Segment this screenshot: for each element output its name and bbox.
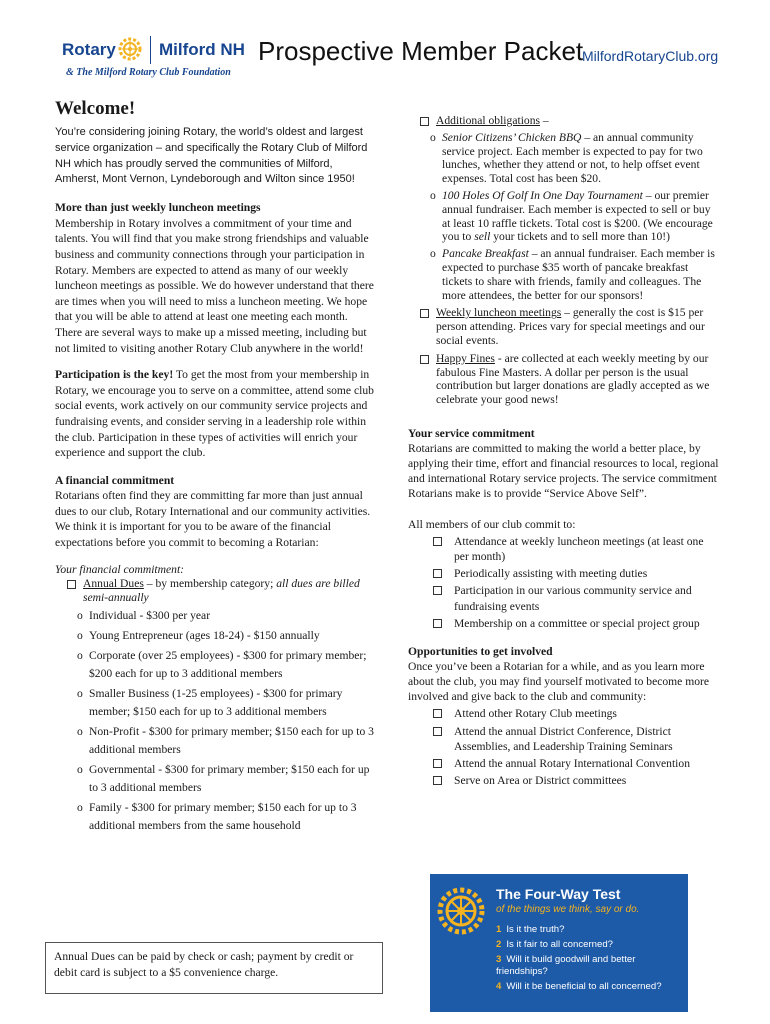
four-way-test-text: Will it build goodwill and better friendships? — [496, 954, 636, 977]
obligation-item — [408, 247, 720, 302]
annual-dues-note: all dues are billed semi-annually — [83, 577, 360, 605]
intro-paragraph: You’re considering joining Rotary, the world’s oldest and largest service organization – and specifically the Rotary Club of Milford NH which has proudly served the communities of Milford, Amherst, Mont Vernon, Lyndeborough and Wilton since 1950! — [55, 126, 368, 186]
happy-fines-item — [408, 352, 720, 407]
opportunities-heading: Opportunities to get involved — [408, 644, 553, 658]
commit-item — [408, 534, 720, 564]
obligation-emphasis: sell — [474, 230, 491, 244]
commit-item-text: Attendance at weekly luncheon meetings (at least one per month) — [454, 534, 704, 563]
bullet-o-icon: o — [77, 629, 83, 643]
checkbox-icon — [433, 537, 442, 546]
dues-item — [55, 723, 375, 759]
obligations-suffix: – — [540, 114, 549, 127]
opportunities-paragraph: Once you’ve been a Rotarian for a while, and as you learn more about the club, you may find yourself motivated to become more involved and give back to the club and community: — [408, 659, 710, 704]
service-heading: Your service commitment — [408, 426, 535, 440]
right-column — [408, 114, 720, 788]
bullet-o-icon: o — [430, 247, 436, 261]
rotary-wheel-icon — [118, 37, 142, 61]
rotary-wheel-icon — [436, 886, 486, 936]
service-paragraph: Rotarians are committed to making the world a better place, by applying their time, effort and financial resources to local, regional and international Rotary service projects. The service commitment Rotarians make is to provide “Service Above Self”. — [408, 441, 719, 501]
opportunity-item-text: Attend the annual District Conference, District Assemblies, and Leadership Training Seminars — [454, 724, 673, 753]
checkbox-icon — [433, 776, 442, 785]
dues-item-text: Smaller Business (1-25 employees) - $300 for primary member; $150 each for up to 3 additional members — [89, 687, 343, 719]
bullet-o-icon: o — [77, 649, 83, 663]
dues-item — [55, 647, 375, 683]
checkbox-icon — [420, 355, 429, 364]
four-way-test-number: 3 — [496, 954, 502, 965]
logo-rotary-text: Rotary — [62, 40, 116, 59]
page-title: Prospective Member Packet — [258, 36, 584, 66]
weekly-luncheon-text: – generally the cost is $15 per person attending. Prices vary for special meetings and our social events. — [436, 306, 705, 347]
checkbox-icon — [433, 727, 442, 736]
page-header — [0, 0, 770, 96]
participation-lead: Participation is the key! — [55, 368, 174, 382]
dues-payment-note: Annual Dues can be paid by check or cash; payment by credit or debit card is subject to a $5 convenience charge. — [45, 942, 383, 994]
bullet-o-icon: o — [77, 609, 83, 623]
happy-fines-label: Happy Fines — [436, 351, 495, 365]
bullet-o-icon: o — [430, 188, 436, 202]
dues-item — [55, 627, 375, 645]
dues-item-text: Non-Profit - $300 for primary member; $150 each for up to 3 additional members — [89, 725, 374, 757]
dues-item-text: Family - $300 for primary member; $150 each for up to 3 additional members from the same household — [89, 801, 357, 833]
logo-divider — [150, 36, 151, 64]
commit-item-text: Periodically assisting with meeting duties — [454, 567, 648, 581]
dues-item-text: Corporate (over 25 employees) - $300 for primary member; $200 each for up to 3 additional members — [89, 649, 367, 681]
obligation-name: Senior Citizens’ Chicken BBQ — [442, 130, 582, 144]
obligation-name: Pancake Breakfast — [442, 247, 529, 261]
additional-obligations-item — [408, 114, 720, 128]
logo-club-name: Milford NH — [159, 40, 245, 59]
commit-item-text: Participation in our various community service and fundraising events — [454, 584, 692, 613]
annual-dues-item — [55, 577, 375, 605]
checkbox-icon — [433, 586, 442, 595]
participation-paragraph — [55, 367, 375, 461]
happy-fines-text: - are collected at each weekly meeting by our fabulous Fine Masters. A dollar per person is the usual contribution but larger donations are gladly accepted as we celebrate your good news! — [436, 351, 710, 407]
dues-item-text: Young Entrepreneur (ages 18-24) - $150 annually — [89, 629, 320, 643]
weekly-luncheon-label: Weekly luncheon meetings — [436, 306, 562, 320]
obligation-text: – our premier annual fundraiser. Each member is expected to sell or buy at least 10 raffle tickets. Total cost is $200. (We encourage you to — [442, 188, 713, 244]
four-way-test-item — [496, 981, 682, 993]
obligations-label: Additional obligations — [436, 114, 541, 127]
four-way-test-number: 1 — [496, 924, 502, 935]
obligation-text-2: your tickets and to sell more than 10!) — [490, 230, 670, 244]
participation-text: To get the most from your membership in Rotary, we encourage you to serve on a committee, attend some club social events, work actively on our community service projects and fundraising events, and consider serving in a leadership role within the club. Participation in these types of activities will enrich your experience and support the club. — [55, 368, 374, 460]
four-way-test-item — [496, 939, 682, 951]
dues-item — [55, 761, 375, 797]
bullet-o-icon: o — [77, 801, 83, 815]
obligation-item — [408, 189, 720, 244]
financial-paragraph: Rotarians often find they are committing far more than just annual dues to our club, Rotary International and our community activities. We think it is important for you to be aware of the financial expectations before you commit to becoming a Rotarian: — [55, 489, 371, 550]
obligation-text: – an annual community service project. Each member is expected to pay for two lunches, whether they attend or not, to help offset event expenses. Total cost has been $20. — [442, 130, 703, 186]
website-link[interactable]: MilfordRotaryClub.org — [582, 48, 719, 64]
four-way-test-subtitle: of the things we think, say or do. — [496, 904, 640, 915]
opportunity-item-text: Serve on Area or District committees — [454, 774, 627, 788]
checkbox-icon — [420, 117, 429, 126]
annual-dues-mid: – by membership category; — [143, 577, 277, 591]
luncheon-heading: More than just weekly luncheon meetings — [55, 201, 261, 215]
left-column — [55, 97, 375, 835]
four-way-test-title: The Four-Way Test — [496, 886, 621, 902]
checkbox-icon — [433, 619, 442, 628]
checkbox-icon — [67, 580, 76, 589]
checkbox-icon — [420, 309, 429, 318]
dues-item — [55, 685, 375, 721]
obligation-text: – an annual fundraiser. Each member is expected to purchase $35 worth of pancake breakfast tickets to share with friends, family and colleagues. The more attendees, the better for our sponsors! — [442, 247, 715, 302]
opportunity-item — [408, 706, 720, 721]
dues-item-text: Governmental - $300 for primary member; $150 each for up to 3 additional members — [89, 763, 370, 795]
obligation-item — [408, 131, 720, 186]
commit-item — [408, 616, 720, 631]
four-way-test-text: Is it fair to all concerned? — [506, 939, 613, 950]
dues-item — [55, 607, 375, 625]
opportunity-item — [408, 756, 720, 771]
obligation-name: 100 Holes Of Golf In One Day Tournament — [442, 188, 643, 202]
four-way-test-item — [496, 924, 682, 936]
bullet-o-icon: o — [77, 687, 83, 701]
four-way-test-item — [496, 954, 682, 978]
logo-foundation-text: & The Milford Rotary Club Foundation — [66, 67, 231, 78]
checkbox-icon — [433, 569, 442, 578]
bullet-o-icon: o — [77, 763, 83, 777]
weekly-luncheon-item — [408, 306, 720, 347]
four-way-test-panel — [430, 874, 688, 1012]
commit-item-text: Membership on a committee or special project group — [454, 616, 700, 630]
dues-item — [55, 799, 375, 835]
bullet-o-icon: o — [430, 130, 436, 144]
welcome-heading: Welcome! — [55, 98, 136, 119]
four-way-test-text: Is it the truth? — [506, 924, 565, 935]
checkbox-icon — [433, 709, 442, 718]
dues-item-text: Individual - $300 per year — [89, 609, 211, 623]
commit-intro: All members of our club commit to: — [408, 517, 576, 531]
commit-item — [408, 583, 720, 613]
your-commitment-label: Your financial commitment: — [55, 562, 185, 576]
annual-dues-label: Annual Dues — [83, 577, 144, 591]
checkbox-icon — [433, 759, 442, 768]
opportunity-item — [408, 773, 720, 788]
opportunity-item-text: Attend other Rotary Club meetings — [454, 707, 617, 721]
luncheon-paragraph: Membership in Rotary involves a commitment of your time and talents. You will find that you make strong friendships and valuable business and community connections through your participation in Rotary. Members are expected to attend as many of our weekly luncheon meetings as possible. We do however understand that there are times when you will need to miss a luncheon meeting. We hope that you will be able to attend at least one meeting each month. There are several ways to make up a missed meeting, including but not limited to visiting another Rotary Club anywhere in the world! — [55, 216, 374, 355]
opportunity-item — [408, 724, 720, 754]
four-way-test-number: 2 — [496, 939, 502, 950]
financial-heading: A financial commitment — [55, 473, 175, 487]
commit-item — [408, 566, 720, 581]
four-way-test-number: 4 — [496, 981, 502, 992]
opportunity-item-text: Attend the annual Rotary International Convention — [454, 756, 691, 770]
four-way-test-text: Will it be beneficial to all concerned? — [506, 981, 662, 992]
bullet-o-icon: o — [77, 725, 83, 739]
